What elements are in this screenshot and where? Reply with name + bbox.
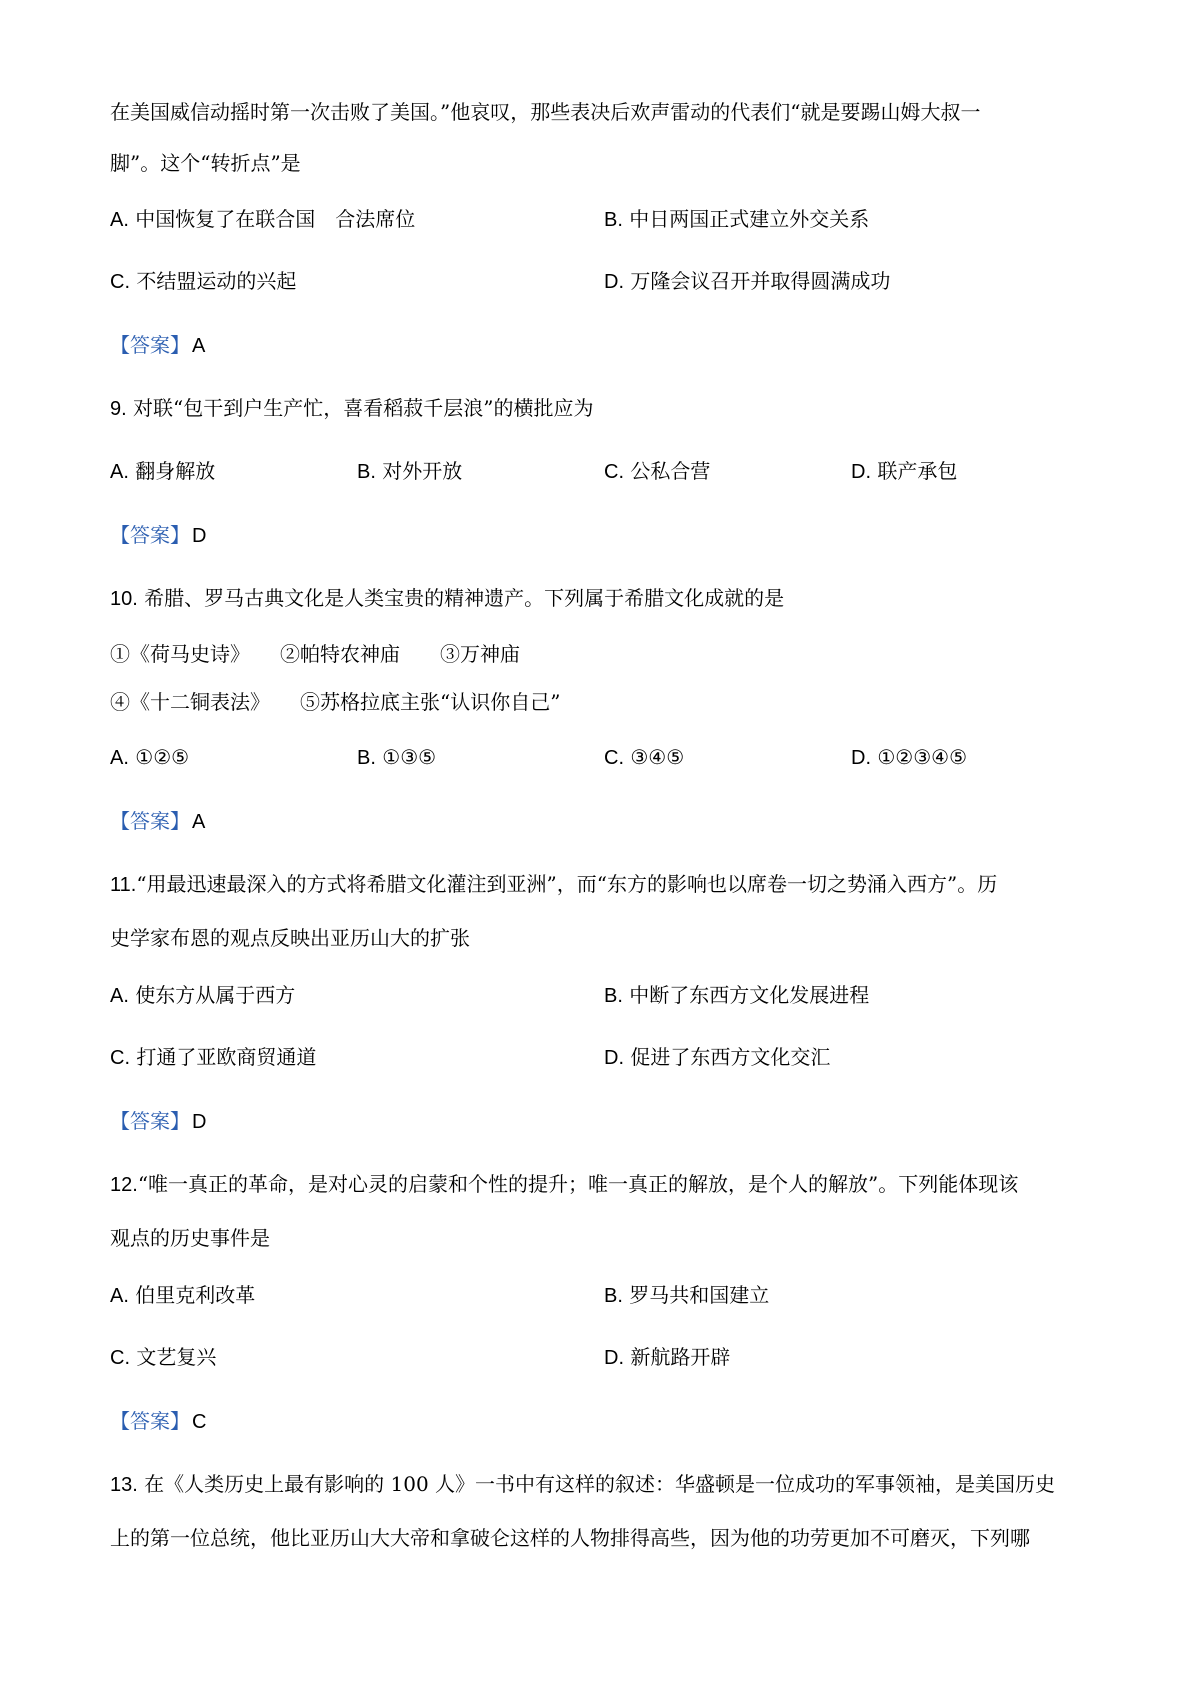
q10-option-a (110, 743, 189, 772)
q9-answer (110, 521, 206, 550)
answer-value: A (192, 335, 206, 357)
option-text: 公私合营 (630, 459, 711, 483)
option-letter: D. (604, 1347, 624, 1369)
option-text: 联产承包 (877, 459, 958, 483)
q11-option-a (110, 981, 295, 1010)
option-text: 翻身解放 (135, 459, 216, 483)
option-letter: B. (604, 1285, 623, 1307)
q9-option-b (357, 457, 462, 486)
option-text: ③④⑤ (630, 745, 685, 769)
q13-stem-line1 (110, 1470, 1055, 1499)
question-number: 13. (110, 1474, 138, 1496)
answer-tag: 【答案】 (110, 333, 190, 357)
option-letter: A. (110, 985, 129, 1007)
option-text: 不结盟运动的兴起 (136, 269, 297, 293)
option-text: 对外开放 (382, 459, 463, 483)
answer-value: D (192, 525, 207, 547)
option-letter: C. (604, 747, 624, 769)
answer-tag: 【答案】 (110, 1109, 190, 1133)
q12-option-c (110, 1343, 216, 1372)
q12-answer (110, 1407, 206, 1436)
question-number: 9. (110, 398, 127, 420)
q13-stem-line2: 上的第一位总统，他比亚历山大大帝和拿破仑这样的人物排得高些，因为他的功劳更加不可磨灭，下列哪 (110, 1526, 1030, 1550)
question-text: “用最迅速最深入的方式将希腊文化灌注到亚洲”，而“东方的影响也以席卷一切之势涌入西方”。历 (136, 872, 998, 896)
option-text: 使东方从属于西方 (135, 983, 296, 1007)
answer-value: D (192, 1111, 207, 1133)
option-letter: A. (110, 747, 129, 769)
option-text: 万隆会议召开并取得圆满成功 (630, 269, 891, 293)
option-letter: A. (110, 461, 129, 483)
answer-tag: 【答案】 (110, 809, 190, 833)
question-text: “唯一真正的革命，是对心灵的启蒙和个性的提升；唯一真正的解放，是个人的解放”。下列能体现该 (137, 1172, 1019, 1196)
option-letter: A. (110, 209, 129, 231)
q8-option-d (604, 267, 890, 296)
option-letter: B. (604, 985, 623, 1007)
q11-option-c (110, 1043, 316, 1072)
q12-stem-line1 (110, 1170, 1018, 1199)
q9-option-a (110, 457, 215, 486)
q8-answer (110, 331, 205, 360)
option-letter: A. (110, 1285, 129, 1307)
option-text: ①③⑤ (382, 745, 437, 769)
option-letter: D. (851, 461, 871, 483)
answer-tag: 【答案】 (110, 1409, 190, 1433)
question-text: 对联“包干到户生产忙，喜看稻菽千层浪”的横批应为 (133, 396, 594, 420)
option-letter: B. (357, 461, 376, 483)
option-text: 中国恢复了在联合国 合法席位 (135, 207, 416, 231)
question-text: 在《人类历史上最有影响的 100 人》一书中有这样的叙述：华盛顿是一位成功的军事领袖，是美国历史 (144, 1472, 1056, 1496)
option-letter: B. (604, 209, 623, 231)
q10-stem (110, 584, 784, 613)
q11-answer (110, 1107, 206, 1136)
option-text: 中断了东西方文化发展进程 (629, 983, 870, 1007)
answer-value: C (192, 1411, 207, 1433)
question-number: 11. (110, 874, 137, 896)
option-letter: D. (604, 1047, 624, 1069)
question-number: 10. (110, 588, 138, 610)
q10-option-d (851, 743, 967, 772)
option-letter: C. (110, 1347, 130, 1369)
q11-stem-line1 (110, 870, 997, 899)
option-letter: C. (604, 461, 624, 483)
answer-tag: 【答案】 (110, 523, 190, 547)
q9-stem (110, 394, 594, 423)
q9-option-d (851, 457, 957, 486)
q12-stem-line2: 观点的历史事件是 (110, 1226, 270, 1250)
q8-option-b (604, 205, 869, 234)
q8-stem-line1: 在美国威信动摇时第一次击败了美国。”他哀叹，那些表决后欢声雷动的代表们“就是要踢山姆大叔一 (110, 100, 981, 124)
option-letter: C. (110, 271, 130, 293)
option-text: 罗马共和国建立 (629, 1283, 770, 1307)
answer-value: A (192, 811, 206, 833)
q11-option-b (604, 981, 869, 1010)
q11-option-d (604, 1043, 830, 1072)
q10-option-c (604, 743, 684, 772)
option-letter: C. (110, 1047, 130, 1069)
option-text: 打通了亚欧商贸通道 (136, 1045, 317, 1069)
option-text: ①②③④⑤ (877, 745, 968, 769)
option-letter: D. (604, 271, 624, 293)
option-text: 中日两国正式建立外交关系 (629, 207, 870, 231)
q10-items-line2: ④《十二铜表法》 ⑤苏格拉底主张“认识你自己” (110, 690, 561, 714)
question-text: 希腊、罗马古典文化是人类宝贵的精神遗产。下列属于希腊文化成就的是 (144, 586, 785, 610)
q11-stem-line2: 史学家布恩的观点反映出亚历山大的扩张 (110, 926, 470, 950)
q8-option-c (110, 267, 296, 296)
q8-stem-line2: 脚”。这个“转折点”是 (110, 151, 301, 175)
q9-option-c (604, 457, 710, 486)
q12-option-a (110, 1281, 255, 1310)
q12-option-d (604, 1343, 730, 1372)
option-text: 伯里克利改革 (135, 1283, 256, 1307)
q10-answer (110, 807, 205, 836)
question-number: 12. (110, 1174, 138, 1196)
option-text: 新航路开辟 (630, 1345, 731, 1369)
q10-option-b (357, 743, 436, 772)
option-text: ①②⑤ (135, 745, 190, 769)
q8-option-a (110, 205, 415, 234)
q10-items-line1: ①《荷马史诗》 ②帕特农神庙 ③万神庙 (110, 642, 520, 666)
option-text: 文艺复兴 (136, 1345, 217, 1369)
option-letter: B. (357, 747, 376, 769)
q12-option-b (604, 1281, 769, 1310)
option-letter: D. (851, 747, 871, 769)
option-text: 促进了东西方文化交汇 (630, 1045, 831, 1069)
